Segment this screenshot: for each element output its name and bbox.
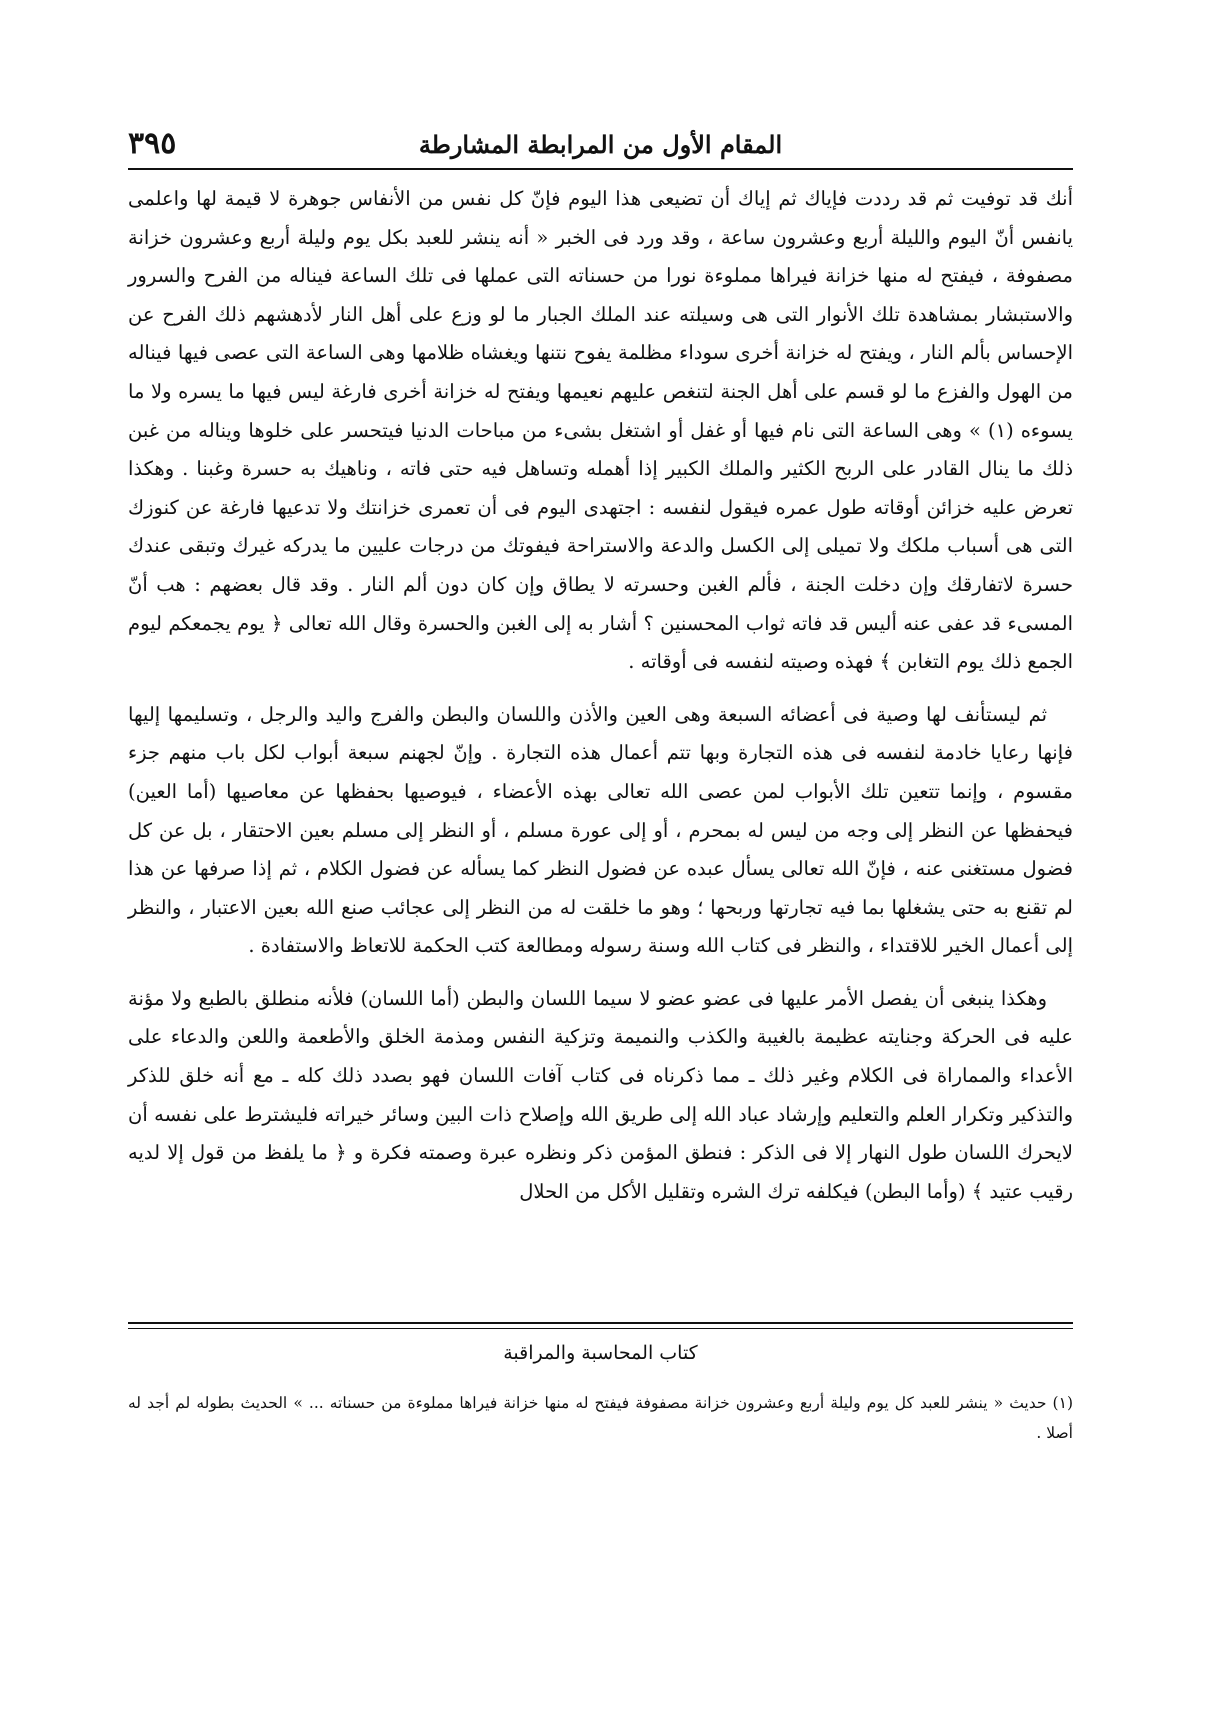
footnote-divider [128,1322,1073,1329]
book-title: كتاب المحاسبة والمراقبة [503,1342,698,1364]
footnote-text: (١) حديث « ينشر للعبد كل يوم وليلة أربع وعشرون خزانة مصفوفة فيفتح له منها خزانة فيراها مملوءة من حسناته ... » الحديث بطوله لم أجد له أصلا . [128,1394,1073,1442]
paragraph: وهكذا ينبغى أن يفصل الأمر عليها فى عضو عضو لا سيما اللسان والبطن (أما اللسان) فلأنه منطلق بالطبع ولا مؤنة عليه فى الحركة وجنايته عظيمة بالغيبة والكذب والنميمة وتزكية النفس ومذمة الخلق والأطعمة واللعن والدعاء على الأعداء والمماراة فى الكلام وغير ذلك ـ مما ذكرناه فى كتاب آفات اللسان فهو بصدد ذلك كله ـ مع أنه خلق للذكر والتذكير وتكرار العلم والتعليم وإرشاد عباد الله إلى طريق الله وإصلاح ذات البين وسائر خيراته فليشترط على نفسه أن لايحرك اللسان طول النهار إلا فى الذكر : فنطق المؤمن ذكر ونظره عبرة وصمته فكرة و ﴿ ما يلفظ من قول إلا لديه رقيب عتيد ﴾ (وأما البطن) فيكلفه ترك الشره وتقليل الأكل من الحلال [128,986,1073,1203]
main-text [128,180,1073,1225]
page-header [128,118,1073,174]
paragraph: أنك قد توفيت ثم قد رددت فإياك ثم إياك أن تضيعى هذا اليوم فإنّ كل نفس من الأنفاس جوهرة لا قيمة لها واعلمى يانفس أنّ اليوم والليلة أربع وعشرون ساعة ، وقد ورد فى الخبر « أنه ينشر للعبد بكل يوم وليلة أربع وعشرون خزانة مصفوفة ، فيفتح له منها خزانة فيراها مملوءة نورا من حسناته التى عملها فى تلك الساعة فيناله من الفرح والسرور والاستبشار بمشاهدة تلك الأنوار التى هى وسيلته عند الملك الجبار ما لو وزع على أهل النار لأدهشهم ذلك الفرح عن الإحساس بألم النار ، ويفتح له خزانة أخرى سوداء مظلمة يفوح نتنها ويغشاه ظلامها وهى الساعة التى عصى فيها فيناله من الهول والفزع ما لو قسم على أهل الجنة لتنغص عليهم نعيمها ويفتح له خزانة أخرى فارغة ليس فيها ما يسره ولا ما يسوءه (١) » وهى الساعة التى نام فيها أو غفل أو اشتغل بشىء من مباحات الدنيا فيتحسر على خلوها ويناله من غبن ذلك ما ينال القادر على الربح الكثير والملك الكبير إذا أهمله وتساهل فيه حتى فاته ، وناهيك به حسرة وغبنا . وهكذا تعرض عليه خزائن أوقاته طول عمره فيقول لنفسه : اجتهدى اليوم فى أن تعمرى خزانتك ولا تدعيها فارغة عن كنوزك التى هى أسباب ملكك ولا تميلى إلى الكسل والدعة والاستراحة فيفوتك من درجات عليين ما يدركه غيرك وتبقى عندك حسرة لاتفارقك وإن دخلت الجنة ، فألم الغبن وحسرته لا يطاق وإن كان دون ألم النار . وقد قال بعضهم : هب أنّ المسىء قد عفى عنه أليس قد فاته ثواب المحسنين ؟ أشار به إلى الغبن والحسرة وقال الله تعالى ﴿ يوم يجمعكم ليوم الجمع ذلك يوم التغابن ﴾ فهذه وصيته لنفسه فى أوقاته . [128,187,1073,674]
header-divider [128,168,1073,170]
page-number: ٣٩٥ [128,126,177,161]
paragraph: ثم ليستأنف لها وصية فى أعضائه السبعة وهى العين والأذن واللسان والبطن والفرج واليد والرجل ، وتسليمها إليها فإنها رعايا خادمة لنفسه فى هذه التجارة وبها تتم أعمال هذه التجارة . وإنّ لجهنم سبعة أبواب لكل باب منهم جزء مقسوم ، وإنما تتعين تلك الأبواب لمن عصى الله تعالى بهذه الأعضاء ، فيوصيها بحفظها عن معاصيها (أما العين) فيحفظها عن النظر إلى وجه من ليس له بمحرم ، أو إلى عورة مسلم ، أو النظر إلى مسلم بعين الاحتقار ، بل عن كل فضول مستغنى عنه ، فإنّ الله تعالى يسأل عبده عن فضول النظر كما يسأله عن فضول الكلام ، ثم إذا صرفها عن هذا لم تقنع به حتى يشغلها بما فيه تجارتها وربحها ؛ وهو ما خلقت له من النظر إلى عجائب صنع الله بعين الاعتبار ، والنظر إلى أعمال الخير للاقتداء ، والنظر فى كتاب الله وسنة رسوله ومطالعة كتب الحكمة للاتعاظ والاستفادة . [128,702,1073,958]
footnote [128,1388,1073,1448]
running-title: المقام الأول من المرابطة المشارطة [418,130,783,159]
